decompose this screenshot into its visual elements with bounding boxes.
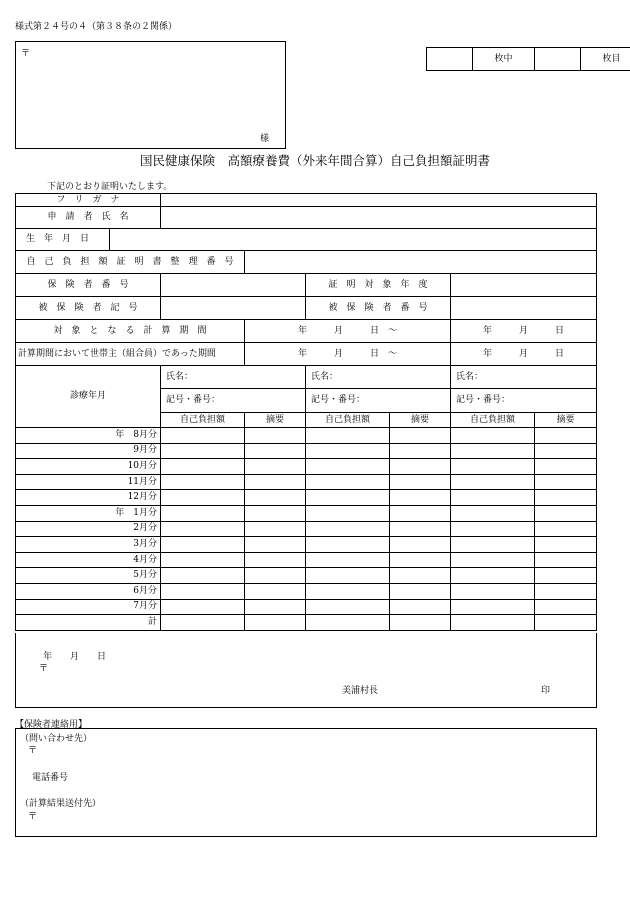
birth-date-field[interactable] xyxy=(110,229,597,251)
summary-cell[interactable] xyxy=(245,521,306,537)
person1-name[interactable]: 氏名： xyxy=(161,366,306,389)
self-pay-cell[interactable] xyxy=(306,428,390,444)
self-pay-header: 自己負担額 xyxy=(161,413,245,428)
summary-cell[interactable] xyxy=(535,505,597,521)
month-label: 11月分 xyxy=(16,474,161,490)
summary-cell[interactable] xyxy=(535,583,597,599)
contact-header: 【保険者連絡用】 xyxy=(15,720,88,730)
self-pay-cell[interactable] xyxy=(161,521,245,537)
summary-cell[interactable] xyxy=(390,615,451,631)
person2-name[interactable]: 氏名： xyxy=(306,366,451,389)
summary-cell[interactable] xyxy=(245,599,306,615)
summary-cell[interactable] xyxy=(245,615,306,631)
self-pay-cell[interactable] xyxy=(306,552,390,568)
recipient-postal-mark: 〒 xyxy=(21,49,31,59)
recipient-suffix: 様 xyxy=(260,134,270,144)
summary-cell[interactable] xyxy=(390,521,451,537)
self-pay-cell[interactable] xyxy=(306,505,390,521)
send-to-label: （計算結果送付先） xyxy=(20,799,102,809)
self-pay-cell[interactable] xyxy=(451,459,535,475)
month-row xyxy=(16,583,597,599)
month-row xyxy=(16,521,597,537)
self-pay-header: 自己負担額 xyxy=(306,413,390,428)
inquiry-postal-mark: 〒 xyxy=(28,746,38,756)
furigana-label: フ リ ガ ナ xyxy=(16,194,161,207)
cert-year-label: 証 明 対 象 年 度 xyxy=(306,274,451,297)
self-pay-cell[interactable] xyxy=(161,537,245,553)
sheet-total-label: 枚中 xyxy=(473,48,535,71)
summary-header: 摘要 xyxy=(245,413,306,428)
issuer-name: 美浦村長 xyxy=(342,686,379,696)
self-pay-cell[interactable] xyxy=(161,583,245,599)
self-pay-cell[interactable] xyxy=(451,443,535,459)
summary-cell[interactable] xyxy=(390,505,451,521)
self-pay-cell[interactable] xyxy=(161,459,245,475)
month-label: 計 xyxy=(16,615,161,631)
summary-cell[interactable] xyxy=(390,537,451,553)
self-pay-cell[interactable] xyxy=(306,490,390,506)
contact-box xyxy=(15,728,597,837)
self-pay-cell[interactable] xyxy=(451,552,535,568)
intro-text: 下記のとおり証明いたします。 xyxy=(47,182,173,192)
summary-cell[interactable] xyxy=(245,568,306,584)
summary-cell[interactable] xyxy=(535,552,597,568)
self-pay-cell[interactable] xyxy=(306,599,390,615)
self-pay-cell[interactable] xyxy=(451,537,535,553)
month-row xyxy=(16,552,597,568)
summary-cell[interactable] xyxy=(535,443,597,459)
summary-cell[interactable] xyxy=(535,474,597,490)
self-pay-cell[interactable] xyxy=(306,537,390,553)
cert-year-field[interactable] xyxy=(451,274,597,297)
calc-period-start[interactable]: 年 月 日 ～ xyxy=(245,320,451,343)
month-row xyxy=(16,537,597,553)
summary-cell[interactable] xyxy=(535,428,597,444)
insured-number-label: 被 保 険 者 番 号 xyxy=(306,297,451,320)
self-pay-cell[interactable] xyxy=(451,599,535,615)
self-pay-cell[interactable] xyxy=(451,583,535,599)
applicant-name-label: 申 請 者 氏 名 xyxy=(16,207,161,229)
summary-cell[interactable] xyxy=(245,474,306,490)
summary-cell[interactable] xyxy=(390,568,451,584)
month-label: 7月分 xyxy=(16,599,161,615)
summary-cell[interactable] xyxy=(535,599,597,615)
furigana-field[interactable] xyxy=(161,194,597,207)
month-row xyxy=(16,615,597,631)
self-pay-cell[interactable] xyxy=(451,490,535,506)
summary-cell[interactable] xyxy=(390,490,451,506)
insured-symbol-field[interactable] xyxy=(161,297,306,320)
certificate-table xyxy=(15,193,597,631)
summary-cell[interactable] xyxy=(535,615,597,631)
summary-cell[interactable] xyxy=(245,583,306,599)
self-pay-cell[interactable] xyxy=(451,505,535,521)
self-pay-cell[interactable] xyxy=(161,474,245,490)
send-to-postal-mark: 〒 xyxy=(28,812,38,822)
seal-mark: 印 xyxy=(541,686,551,696)
cert-number-label: 自 己 負 担 額 証 明 書 整 理 番 号 xyxy=(16,251,245,274)
self-pay-cell[interactable] xyxy=(161,490,245,506)
month-row xyxy=(16,568,597,584)
inquiry-label: （問い合わせ先） xyxy=(20,734,93,744)
self-pay-cell[interactable] xyxy=(161,615,245,631)
recipient-address-box xyxy=(15,41,286,149)
self-pay-cell[interactable] xyxy=(161,568,245,584)
month-row xyxy=(16,428,597,444)
sheet-current-label: 枚目 xyxy=(581,48,630,71)
summary-cell[interactable] xyxy=(390,552,451,568)
summary-cell[interactable] xyxy=(390,428,451,444)
self-pay-cell[interactable] xyxy=(161,505,245,521)
person1-symbol-number[interactable]: 記号・番号： xyxy=(161,389,306,413)
self-pay-cell[interactable] xyxy=(306,459,390,475)
summary-cell[interactable] xyxy=(245,428,306,444)
month-label: 10月分 xyxy=(16,459,161,475)
householder-period-end[interactable]: 年 月 日 xyxy=(451,343,597,366)
summary-cell[interactable] xyxy=(245,505,306,521)
self-pay-cell[interactable] xyxy=(306,443,390,459)
treatment-month-label: 診療年月 xyxy=(16,366,161,428)
month-label: 年 1月分 xyxy=(16,505,161,521)
applicant-name-field[interactable] xyxy=(161,207,597,229)
summary-cell[interactable] xyxy=(535,521,597,537)
month-row xyxy=(16,474,597,490)
self-pay-cell[interactable] xyxy=(161,552,245,568)
insurer-number-label: 保 険 者 番 号 xyxy=(16,274,161,297)
summary-cell[interactable] xyxy=(245,490,306,506)
phone-label: 電話番号 xyxy=(32,773,69,783)
month-label: 6月分 xyxy=(16,583,161,599)
summary-cell[interactable] xyxy=(245,459,306,475)
month-label: 2月分 xyxy=(16,521,161,537)
summary-cell[interactable] xyxy=(245,552,306,568)
summary-header: 摘要 xyxy=(535,413,597,428)
month-label: 9月分 xyxy=(16,443,161,459)
insured-number-field[interactable] xyxy=(451,297,597,320)
sheet-current-cell[interactable] xyxy=(535,48,581,71)
self-pay-cell[interactable] xyxy=(451,615,535,631)
month-row xyxy=(16,490,597,506)
month-label: 年 8月分 xyxy=(16,428,161,444)
self-pay-cell[interactable] xyxy=(306,474,390,490)
self-pay-cell[interactable] xyxy=(451,568,535,584)
self-pay-cell[interactable] xyxy=(161,428,245,444)
self-pay-cell[interactable] xyxy=(306,615,390,631)
summary-header: 摘要 xyxy=(390,413,451,428)
self-pay-header: 自己負担額 xyxy=(451,413,535,428)
self-pay-cell[interactable] xyxy=(451,474,535,490)
summary-cell[interactable] xyxy=(390,474,451,490)
month-label: 12月分 xyxy=(16,490,161,506)
insurer-number-field[interactable] xyxy=(161,274,306,297)
sheet-count-table xyxy=(426,47,630,71)
summary-cell[interactable] xyxy=(390,599,451,615)
householder-period-start[interactable]: 年 月 日 ～ xyxy=(245,343,451,366)
issue-date[interactable]: 年 月 日 xyxy=(43,652,107,662)
summary-cell[interactable] xyxy=(535,490,597,506)
person3-name[interactable]: 氏名： xyxy=(451,366,597,389)
person2-symbol-number[interactable]: 記号・番号： xyxy=(306,389,451,413)
month-row xyxy=(16,505,597,521)
summary-cell[interactable] xyxy=(390,459,451,475)
month-row xyxy=(16,443,597,459)
month-row xyxy=(16,459,597,475)
issuer-postal-mark: 〒 xyxy=(39,664,49,674)
summary-cell[interactable] xyxy=(390,443,451,459)
self-pay-cell[interactable] xyxy=(161,443,245,459)
sheet-total-cell[interactable] xyxy=(427,48,473,71)
calc-period-label: 対 象 と な る 計 算 期 間 xyxy=(16,320,245,343)
form-number: 様式第２４号の４（第３８条の２関係） xyxy=(15,22,178,32)
summary-cell[interactable] xyxy=(245,443,306,459)
month-label: 3月分 xyxy=(16,537,161,553)
self-pay-cell[interactable] xyxy=(161,599,245,615)
issuer-box xyxy=(15,633,597,708)
insured-symbol-label: 被 保 険 者 記 号 xyxy=(16,297,161,320)
person3-symbol-number[interactable]: 記号・番号： xyxy=(451,389,597,413)
month-label: 5月分 xyxy=(16,568,161,584)
cert-number-field[interactable] xyxy=(245,251,597,274)
self-pay-cell[interactable] xyxy=(306,568,390,584)
month-label: 4月分 xyxy=(16,552,161,568)
month-row xyxy=(16,599,597,615)
calc-period-end[interactable]: 年 月 日 xyxy=(451,320,597,343)
self-pay-cell[interactable] xyxy=(451,428,535,444)
householder-period-label: 計算期間において世帯主（組合員）であった期間 xyxy=(16,343,245,366)
document-title: 国民健康保険 高額療養費（外来年間合算）自己負担額証明書 xyxy=(139,153,490,168)
summary-cell[interactable] xyxy=(535,459,597,475)
self-pay-cell[interactable] xyxy=(306,521,390,537)
summary-cell[interactable] xyxy=(535,568,597,584)
self-pay-cell[interactable] xyxy=(306,583,390,599)
summary-cell[interactable] xyxy=(390,583,451,599)
summary-cell[interactable] xyxy=(245,537,306,553)
self-pay-cell[interactable] xyxy=(451,521,535,537)
birth-date-label: 生 年 月 日 xyxy=(16,229,110,251)
summary-cell[interactable] xyxy=(535,537,597,553)
